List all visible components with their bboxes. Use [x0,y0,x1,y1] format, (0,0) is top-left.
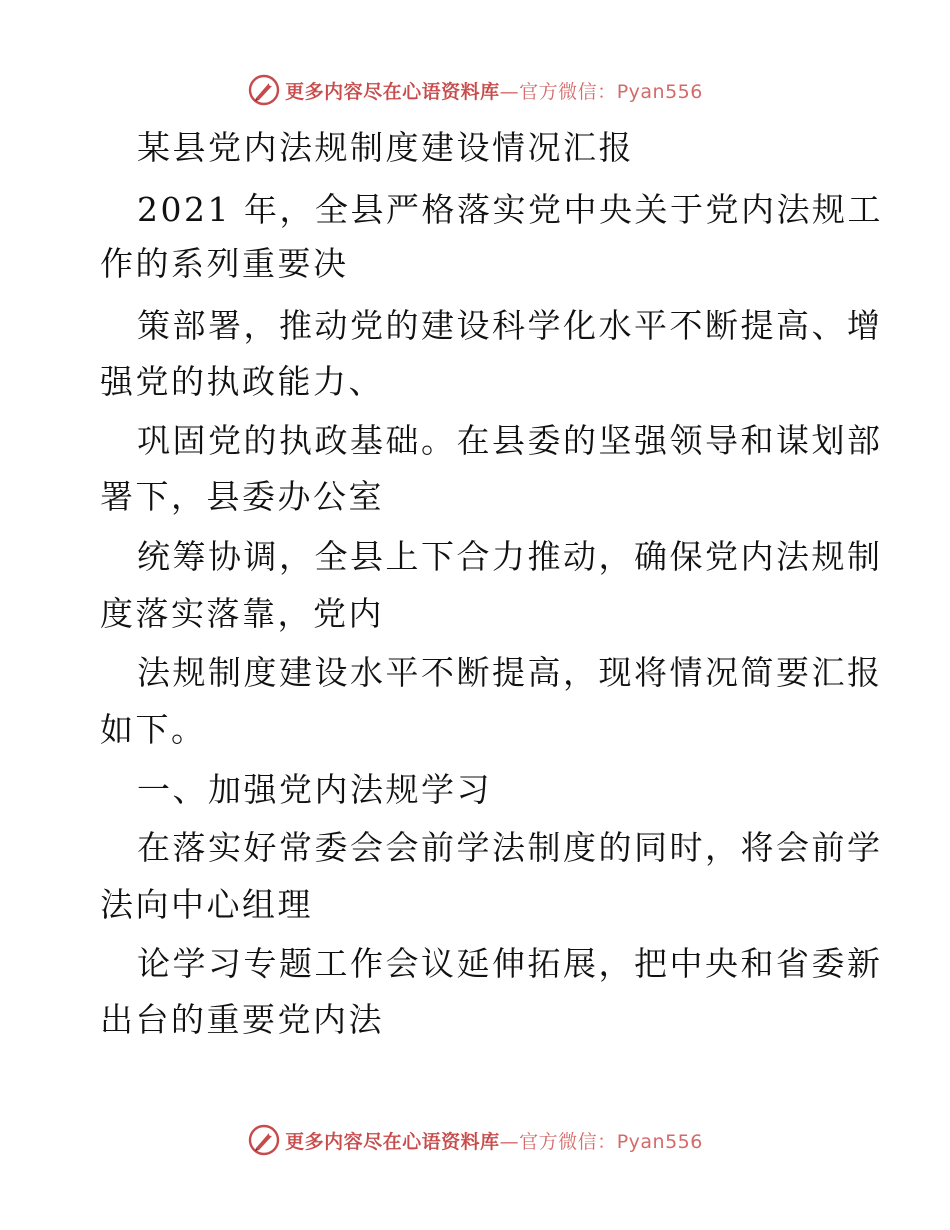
paragraph-line: 强党的执政能力、 [100,362,384,401]
paragraph-line: 2021 年，全县严格落实党中央关于党内法规工 [137,190,883,229]
paragraph-line: 论学习专题工作会议延伸拓展，把中央和省委新 [137,944,883,983]
watermark-separator: — [499,1130,520,1153]
watermark-separator: — [499,80,520,103]
paragraph-line: 策部署，推动党的建设科学化水平不断提高、增 [137,306,883,345]
pen-logo-icon [247,73,281,107]
watermark-brand: 更多内容尽在心语资料库 [285,1130,500,1153]
watermark-text [285,1127,703,1154]
watermark-brand: 更多内容尽在心语资料库 [285,80,500,103]
paragraph-line: 如下。 [100,710,207,749]
paragraph-line: 作的系列重要决 [100,244,349,283]
document-title: 某县党内法规制度建设情况汇报 [137,128,634,167]
section-heading: 一、加强党内法规学习 [137,770,492,809]
paragraph-line: 法规制度建设水平不断提高，现将情况简要汇报 [137,653,883,692]
pen-logo-icon [247,1123,281,1157]
watermark-wechat-label: 官方微信： [519,80,617,103]
paragraph-line: 署下，县委办公室 [100,477,384,516]
watermark-wechat-id: Pyan556 [616,80,703,103]
footer-watermark [0,1120,950,1160]
watermark-wechat-label: 官方微信： [519,1130,617,1153]
paragraph-line: 度落实落靠，党内 [100,594,384,633]
paragraph-line: 在落实好常委会会前学法制度的同时，将会前学 [137,828,883,867]
header-watermark [0,70,950,110]
watermark-text [285,77,703,104]
paragraph-line: 统筹协调，全县上下合力推动，确保党内法规制 [137,537,883,576]
paragraph-line: 法向中心组理 [100,885,313,924]
paragraph-line: 出台的重要党内法 [100,1000,384,1039]
paragraph-line: 巩固党的执政基础。在县委的坚强领导和谋划部 [137,421,883,460]
watermark-wechat-id: Pyan556 [616,1130,703,1153]
